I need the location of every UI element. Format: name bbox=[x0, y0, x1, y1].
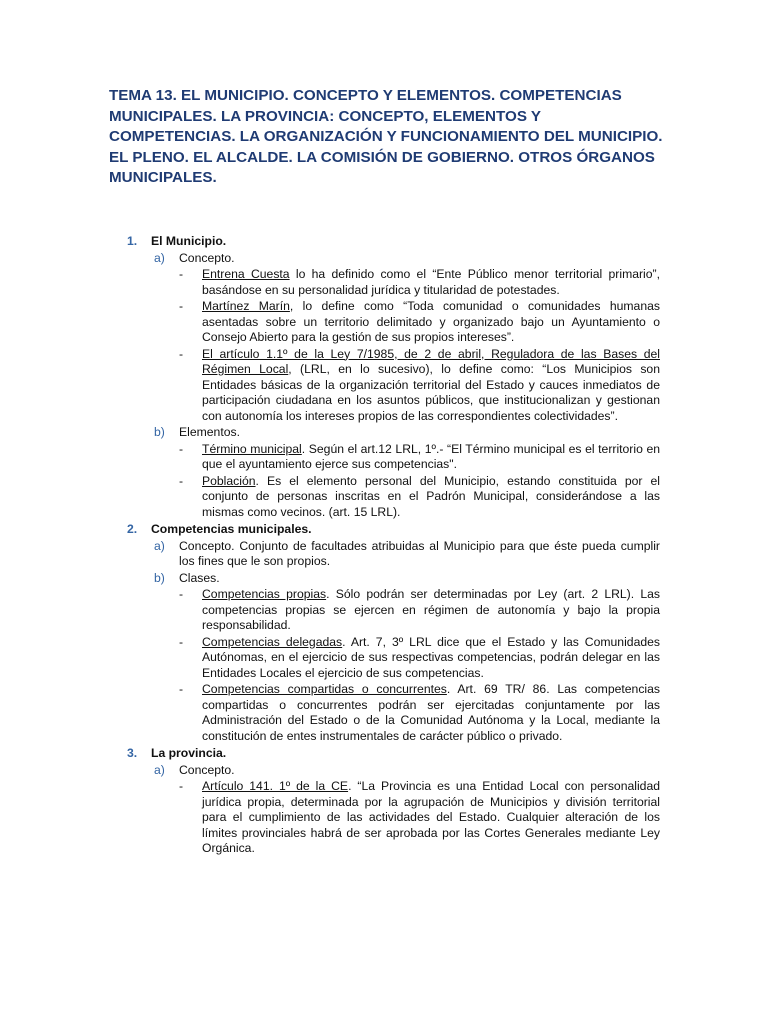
bullet-term: El artículo 1.1º de la Ley 7/1985, de 2 de abril, Reguladora de las Bases del Régimen Local bbox=[202, 346, 660, 376]
bullet-term: Competencias compartidas o concurrentes bbox=[202, 682, 447, 696]
section-heading-competencias bbox=[127, 522, 660, 538]
section-number: 1. bbox=[127, 234, 138, 248]
dash-bullet: - bbox=[179, 267, 184, 281]
list-item bbox=[127, 779, 660, 857]
list-item bbox=[127, 587, 660, 634]
subsection-letter: a) bbox=[154, 538, 165, 553]
dash-bullet: - bbox=[179, 779, 184, 793]
document-body bbox=[127, 232, 660, 858]
dash-bullet: - bbox=[179, 682, 184, 696]
subsection-heading bbox=[127, 251, 660, 267]
dash-bullet: - bbox=[179, 634, 184, 649]
subsection-label: Concepto. bbox=[179, 762, 235, 777]
bullet-text: . Art. 69 TR/ 86. Las competencias compartidas o concurrentes podrán ser ejercitadas conjuntamente por las Administración del Estado o de la Comunidad Autónoma y la Local, mediante la constitución de entes instrumentales de carácter público o privado. bbox=[202, 682, 660, 743]
list-item bbox=[127, 474, 660, 521]
dash-bullet: - bbox=[179, 441, 184, 456]
bullet-text: . Art. 7, 3º LRL dice que el Estado y las Comunidades Autónomas, en el ejercicio de sus respectivas competencias, podrán delegar en las Entidades Locales el ejercicio de sus competencias. bbox=[202, 634, 661, 680]
bullet-text: . Es el elemento personal del Municipio, estando constituida por el conjunto de personas inscritas en el Padrón Municipal, considerándose a las mismas como vecinos. (art. 15 LRL). bbox=[202, 473, 660, 519]
subsection-label: Concepto. Conjunto de facultades atribuidas al Municipio para que éste pueda cumplir los fines que le son propios. bbox=[179, 538, 660, 568]
section-number: 3. bbox=[127, 746, 138, 760]
bullet-term: Martínez Marín bbox=[202, 299, 290, 313]
section-title: El Municipio. bbox=[151, 234, 227, 248]
dash-bullet: - bbox=[179, 587, 184, 601]
subsection-letter: b) bbox=[154, 570, 165, 585]
list-item bbox=[127, 682, 660, 744]
bullet-term: Entrena Cuesta bbox=[202, 267, 290, 281]
bullet-text: , lo define como “Toda comunidad o comunidades humanas asentadas sobre un territorio delimitado y organizado bajo un Ayuntamiento o Consejo Abierto para la gestión de sus propios intereses”. bbox=[202, 299, 660, 344]
bullet-text: , (LRL, en lo sucesivo), lo define como: “Los Municipios son Entidades básicas de la organización territorial del Estado y cauces inmediatos de participación ciudadana en los asuntos públicos, que institucionalizan y gestionan con autonomía los intereses propios de las correspondientes colectividades”. bbox=[202, 362, 660, 423]
bullet-text: lo ha definido como el “Ente Público menor territorial primario”, basándose en su personalidad jurídica y titularidad de potestades. bbox=[202, 267, 660, 297]
list-item bbox=[127, 347, 660, 425]
section-title: Competencias municipales. bbox=[151, 522, 312, 536]
dash-bullet: - bbox=[179, 299, 184, 313]
subsection-letter: a) bbox=[154, 250, 165, 265]
bullet-term: Competencias delegadas bbox=[202, 634, 343, 649]
subsection-heading bbox=[127, 539, 660, 570]
bullet-text: . Según el art.12 LRL, 1º.- “El Término municipal es el territorio en que el ayuntamiento ejerce sus competencias". bbox=[202, 441, 660, 471]
list-item bbox=[127, 442, 660, 473]
list-item bbox=[127, 299, 660, 346]
section-number: 2. bbox=[127, 522, 138, 536]
list-item bbox=[127, 635, 660, 682]
section-heading-municipio bbox=[127, 234, 660, 250]
dash-bullet: - bbox=[179, 473, 184, 488]
bullet-term: Término municipal bbox=[202, 441, 302, 456]
bullet-term: Competencias propias bbox=[202, 587, 327, 601]
subsection-heading bbox=[127, 425, 660, 441]
section-title: La provincia. bbox=[151, 746, 227, 760]
subsection-label: Clases. bbox=[179, 570, 220, 585]
page-title: TEMA 13. EL MUNICIPIO. CONCEPTO Y ELEMENTOS. COMPETENCIAS MUNICIPALES. LA PROVINCIA: CONCEPTO, ELEMENTOS Y COMPETENCIAS. LA ORGANIZACIÓN Y FUNCIONAMIENTO DEL MUNICIPIO. EL PLENO. EL ALCALDE. LA COMISIÓN DE GOBIERNO. OTROS ÓRGANOS MUNICIPALES. bbox=[109, 87, 663, 186]
bullet-text: . Sólo podrán ser determinadas por Ley (art. 2 LRL). Las competencias propias se ejercen en régimen de autonomía y bajo la propia responsabilidad. bbox=[202, 587, 661, 632]
bullet-term: Artículo 141. 1º de la CE bbox=[202, 779, 349, 793]
bullet-term: Población bbox=[202, 473, 256, 488]
list-item bbox=[127, 267, 660, 298]
subsection-letter: b) bbox=[154, 425, 165, 439]
subsection-heading bbox=[127, 763, 660, 779]
subsection-letter: a) bbox=[154, 762, 165, 777]
bullet-text: . “La Provincia es una Entidad Local con personalidad jurídica propia, determinada por la agrupación de Municipios y división territorial para el cumplimiento de las actividades del Estado. Cualquier alteración de los límites provinciales habrá de ser aprobada por las Cortes Generales mediante Ley Orgánica. bbox=[202, 779, 661, 855]
subsection-label: Concepto. bbox=[179, 250, 235, 265]
subsection-label: Elementos. bbox=[179, 425, 240, 439]
section-heading-provincia bbox=[127, 746, 660, 762]
dash-bullet: - bbox=[179, 346, 184, 361]
subsection-heading bbox=[127, 571, 660, 587]
